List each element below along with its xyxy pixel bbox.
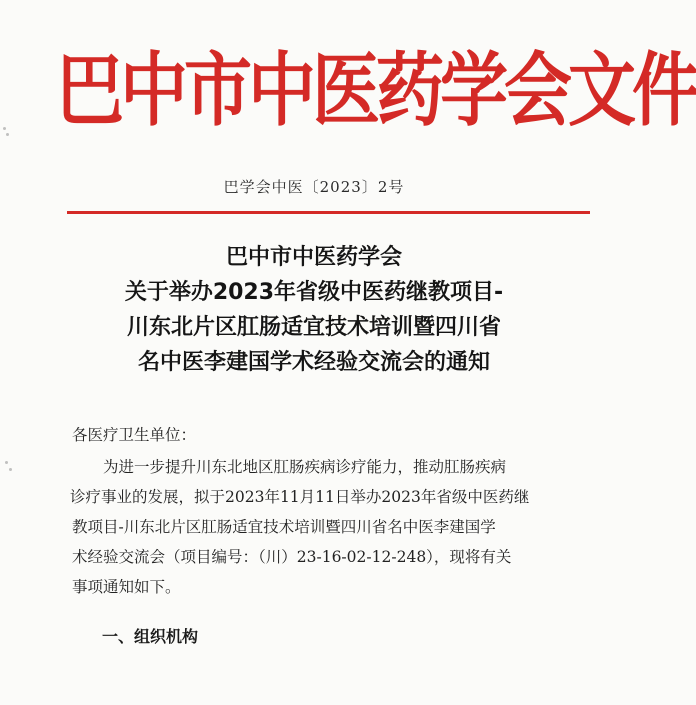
document-number: 巴学会中医〔2023〕2号: [223, 178, 405, 196]
scan-speck: [3, 127, 6, 130]
notice-title-line: 关于举办2023年省级中医药继教项目-: [124, 280, 504, 305]
scan-speck: [6, 133, 9, 136]
section-heading: 一、组织机构: [102, 627, 199, 646]
scan-speck: [9, 468, 12, 471]
paragraph-line: 诊疗事业的发展，拟于2023年11月11日举办2023年省级中医药继: [70, 488, 530, 506]
scan-speck: [5, 461, 8, 464]
paragraph-line: 事项通知如下。: [72, 578, 181, 596]
paragraph-line: 为进一步提升川东北地区肛肠疾病诊疗能力，推动肛肠疾病: [103, 458, 507, 476]
red-divider-line: [67, 211, 590, 214]
paragraph-line: 教项目-川东北片区肛肠适宜技术培训暨四川省名中医李建国学: [72, 518, 496, 536]
notice-title-line: 名中医李建国学术经验交流会的通知: [137, 350, 490, 375]
notice-title-line: 川东北片区肛肠适宜技术培训暨四川省: [126, 315, 501, 340]
paragraph-line: 术经验交流会（项目编号：（川）23-16-02-12-248），现将有关: [72, 548, 512, 566]
body-paragraph: [72, 452, 594, 602]
document-header-title: 巴中市中医药学会文件: [56, 43, 696, 138]
notice-title: [0, 240, 628, 380]
salutation: 各医疗卫生单位：: [72, 426, 197, 444]
notice-title-line: 巴中市中医药学会: [225, 245, 402, 270]
